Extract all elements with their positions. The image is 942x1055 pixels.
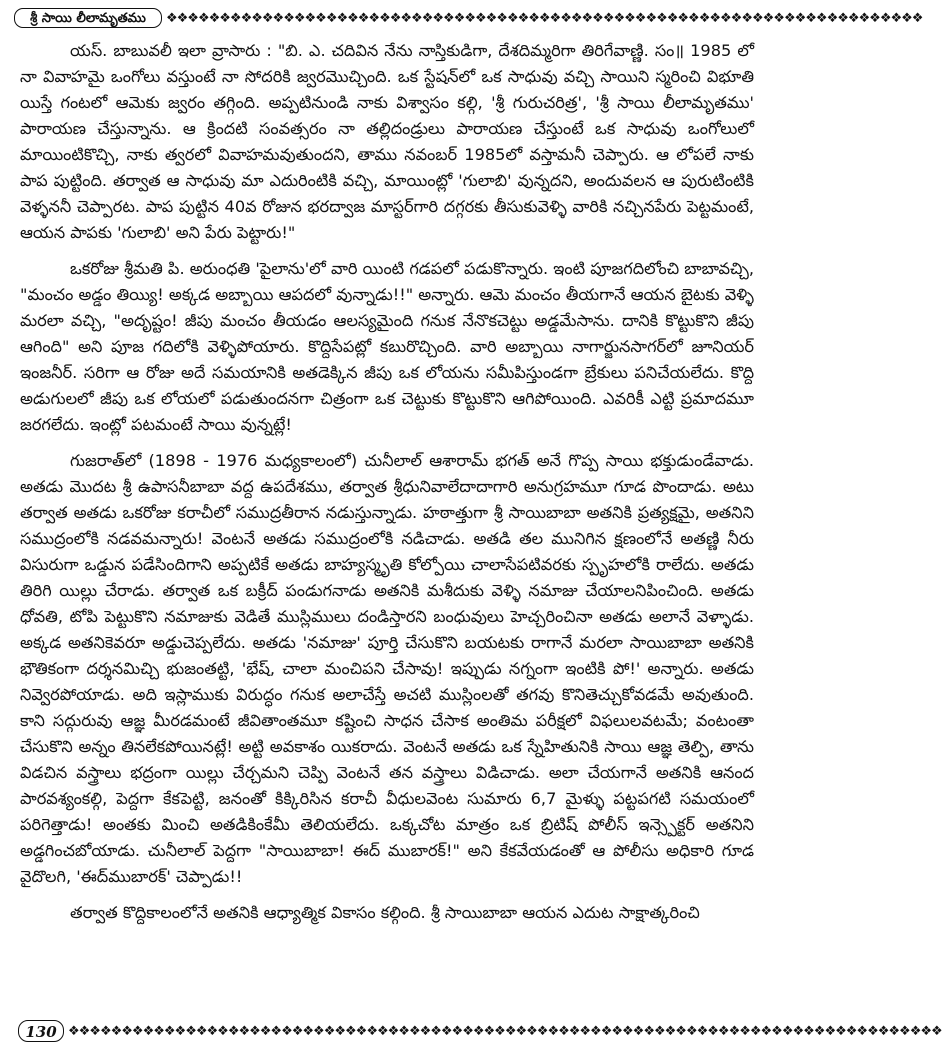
paragraph-closing: తర్వాత కొద్దికాలంలోనే అతనికి ఆధ్యాత్మిక వికాసం కల్గింది. శ్రీ సాయిబాబా ఆయన ఎదుట సాక్షాత్కరించి bbox=[70, 903, 700, 922]
page-number: 130 bbox=[18, 1020, 64, 1042]
book-title: శ్రీ సాయి లీలామృతము bbox=[14, 8, 162, 28]
footer-ornament-border: ❖❖❖❖❖❖❖❖❖❖❖❖❖❖❖❖❖❖❖❖❖❖❖❖❖❖❖❖❖❖❖❖❖❖❖❖❖❖❖❖❖❖❖❖❖❖❖❖❖❖❖❖❖❖❖❖❖❖❖❖❖❖❖❖❖❖❖❖❖❖❖❖❖❖❖❖❖❖❖❖❖❖ bbox=[68, 1024, 942, 1039]
paragraph-babuvali: యస్. బాబువలీ ఇలా వ్రాసారు : "బి. ఎ. చదివిన నేను నాస్తికుడిగా, దేశదిమ్మరిగా తిరిగేవాణ్ణి. సం॥ 1985 లో నా వివాహమై ఒంగోలు వస్తుంటే నా సోదరికి జ్వరమొచ్చింది. ఒక స్టేషన్‌లో ఒక సాధువు వచ్చి సాయిని స్మరించి విభూతి యిస్తే గంటలో ఆమెకు జ్వరం తగ్గింది. అప్పటినుండి నాకు విశ్వాసం కల్గి, 'శ్రీ గురుచరిత్ర', 'శ్రీ సాయి లీలామృతము' పారాయణ చేస్తున్నాను. ఆ క్రిందటి సంవత్సరం నా తల్లిదండ్రులు పారాయణ చేస్తుంటే ఒక సాధువు ఒంగోలులో మాయింటికొచ్చి, నాకు త్వరలో వివాహమవుతుందని, తాము నవంబర్ 1985లో వస్తామనీ చెప్పారు. ఆ లోపలే నాకు పాప పుట్టింది. తర్వాత ఆ సాధువు మా ఎదురింటికి వచ్చి, మాయింట్లో 'గులాబి' వున్నదని, అందువలన ఆ పురుటింటికి వెళ్ళననీ చెప్పారట. పాప పుట్టిన 40వ రోజున భరద్వాజ మాస్టర్‌గారి దగ్గరకు తీసుకువెళ్ళి వారికి నచ్చినపేరు పెట్టమంటే, ఆయన పాపకు 'గులాబి' అని పేరు పెట్టారు!" bbox=[20, 41, 754, 242]
page-footer bbox=[12, 1018, 942, 1046]
paragraph-chunilal: గుజరాత్‌లో (1898 - 1976 మధ్యకాలంలో) చునీలాల్ ఆశారామ్ భగత్ అనే గొప్ప సాయి భక్తుడుండేవాడు. అతడు మొదట శ్రీ ఉపాసనీబాబా వద్ద ఉపదేశము, తర్వాత శ్రీధునివాలేదాదాగారి అనుగ్రహమూ గూడ పొందాడు. అటు తర్వాత అతడు ఒకరోజు కరాచీలో సముద్రతీరాన నడుస్తున్నాడు. హఠాత్తుగా శ్రీ సాయిబాబా అతనికి ప్రత్యక్షమై, అతనిని సముద్రంలోకి నడవమన్నారు! వెంటనే అతడు సముద్రంలోకి నడిచాడు. అతడి తల మునిగిన క్షణంలోనే అతణ్ణి నీరు విసురుగా ఒడ్డున పడేసిందిగాని అప్పటికే అతడు బాహ్యస్మృతి కోల్పోయి చాలాసేపటివరకు స్పృహలోకి రాలేదు. అతడు తిరిగి యిల్లు చేరాడు. తర్వాత ఒక బక్రీద్ పండుగనాడు అతనికి మశీదుకు వెళ్ళి నమాజు చేయాలనిపించింది. అతడు ధోవతి, టోపి పెట్టుకొని నమాజుకు వెడితే ముస్లిములు దండిస్తారని బంధువులు హెచ్చరించినా అతడు అలానే వెళ్ళాడు. అక్కడ అతనికెవరూ అడ్డుచెప్పలేదు. అతడు 'నమాజు' పూర్తి చేసుకొని బయటకు రాగానే మరలా సాయిబాబా అతనికి భౌతికంగా దర్శనమిచ్చి భుజంతట్టి, 'భేష్, చాలా మంచిపని చేసావు! ఇప్పుడు నగ్నంగా ఇంటికి పో!' అన్నారు. అతడు నివ్వెరపోయాడు. అది ఇస్లాముకు విరుద్ధం గనుక అలాచేస్తే అచటి ముస్లింలతో తగవు కొనితెచ్చుకోవడమే అవుతుంది. కాని సద్గురువు ఆజ్ఞ మీరడమంటే జీవితాంతమూ కష్టించి సాధన చేసాక అంతిమ పరీక్షలో విఫలులవటమే; వంటంతా చేసుకొని అన్నం తినలేకపోయినట్లే! అట్టి అవకాశం యికరాదు. వెంటనే అతడు ఒక స్నేహితునికి సాయి ఆజ్ఞ తెల్పి, తాను విడచిన వస్త్రాలు భద్రంగా యిల్లు చేర్చమని చెప్పి వెంటనే తన వస్త్రాలు విడిచాడు. అలా చేయగానే అతనికి ఆనంద పారవశ్యంకల్గి, పెద్దగా కేకపెట్టి, జనంతో కిక్కిరిసిన కరాచీ వీధులవెంట సుమారు 6,7 మైళ్ళు పట్టపగటి సమయంలో పరిగెత్తాడు! అంతకు మించి అతడికింకేమీ తెలియలేదు. ఒక్కచోట మాత్రం ఒక బ్రిటిష్ పోలీస్ ఇన్స్పెక్టర్ అతనిని అడ్డగించబోయాడు. చునీలాల్ పెద్దగా "సాయిబాబా! ఈద్ ముబారక్!" అని కేకవేయడంతో ఆ పోలీసు అధికారి గూడ వైదొలగి, 'ఈద్‌ముబారక్' చెప్పాడు!! bbox=[20, 451, 754, 886]
page-body bbox=[20, 38, 754, 936]
header-ornament-border: ❖❖❖❖❖❖❖❖❖❖❖❖❖❖❖❖❖❖❖❖❖❖❖❖❖❖❖❖❖❖❖❖❖❖❖❖❖❖❖❖❖❖❖❖❖❖❖❖❖❖❖❖❖❖❖❖❖❖❖❖❖❖❖❖❖❖❖❖❖❖❖ bbox=[166, 11, 923, 26]
page-header bbox=[12, 6, 923, 32]
paragraph-arundhati: ఒకరోజు శ్రీమతి పి. అరుంధతి 'పైలాను'లో వారి యింటి గడపలో పడుకొన్నారు. ఇంటి పూజగదిలోంచి బాబావచ్చి, "మంచం అడ్డం తియ్యి! అక్కడ అబ్బాయి ఆపదలో వున్నాడు!!" అన్నారు. ఆమె మంచం తీయగానే ఆయన బైటకు వెళ్ళి మరలా వచ్చి, "అదృష్టం! జీపు మంచం తీయడం ఆలస్యమైంది గనుక నేనొకచెట్టు అడ్డమేసాను. దానికి కొట్టుకొని జీపు ఆగింది" అని పూజ గదిలోకి వెళ్ళిపోయారు. కొద్దిసేపట్లో కబురొచ్చింది. వారి అబ్బాయి నాగార్జునసాగర్‌లో జూనియర్ ఇంజనీర్. సరిగా ఆ రోజు అదే సమయానికి అతడెక్కిన జీపు ఒక లోయను సమీపిస్తుండగా బ్రేకులు పనిచేయలేదు. కొద్ది అడుగులలో జీపు ఒక లోయలో పడుతుందనగా చిత్రంగా ఒక చెట్టుకు కొట్టుకొని ఆగిపోయింది. ఎవరికీ ఎట్టి ప్రమాదమూ జరగలేదు. ఇంట్లో పటమంటే సాయి వున్నట్లే! bbox=[20, 259, 754, 434]
